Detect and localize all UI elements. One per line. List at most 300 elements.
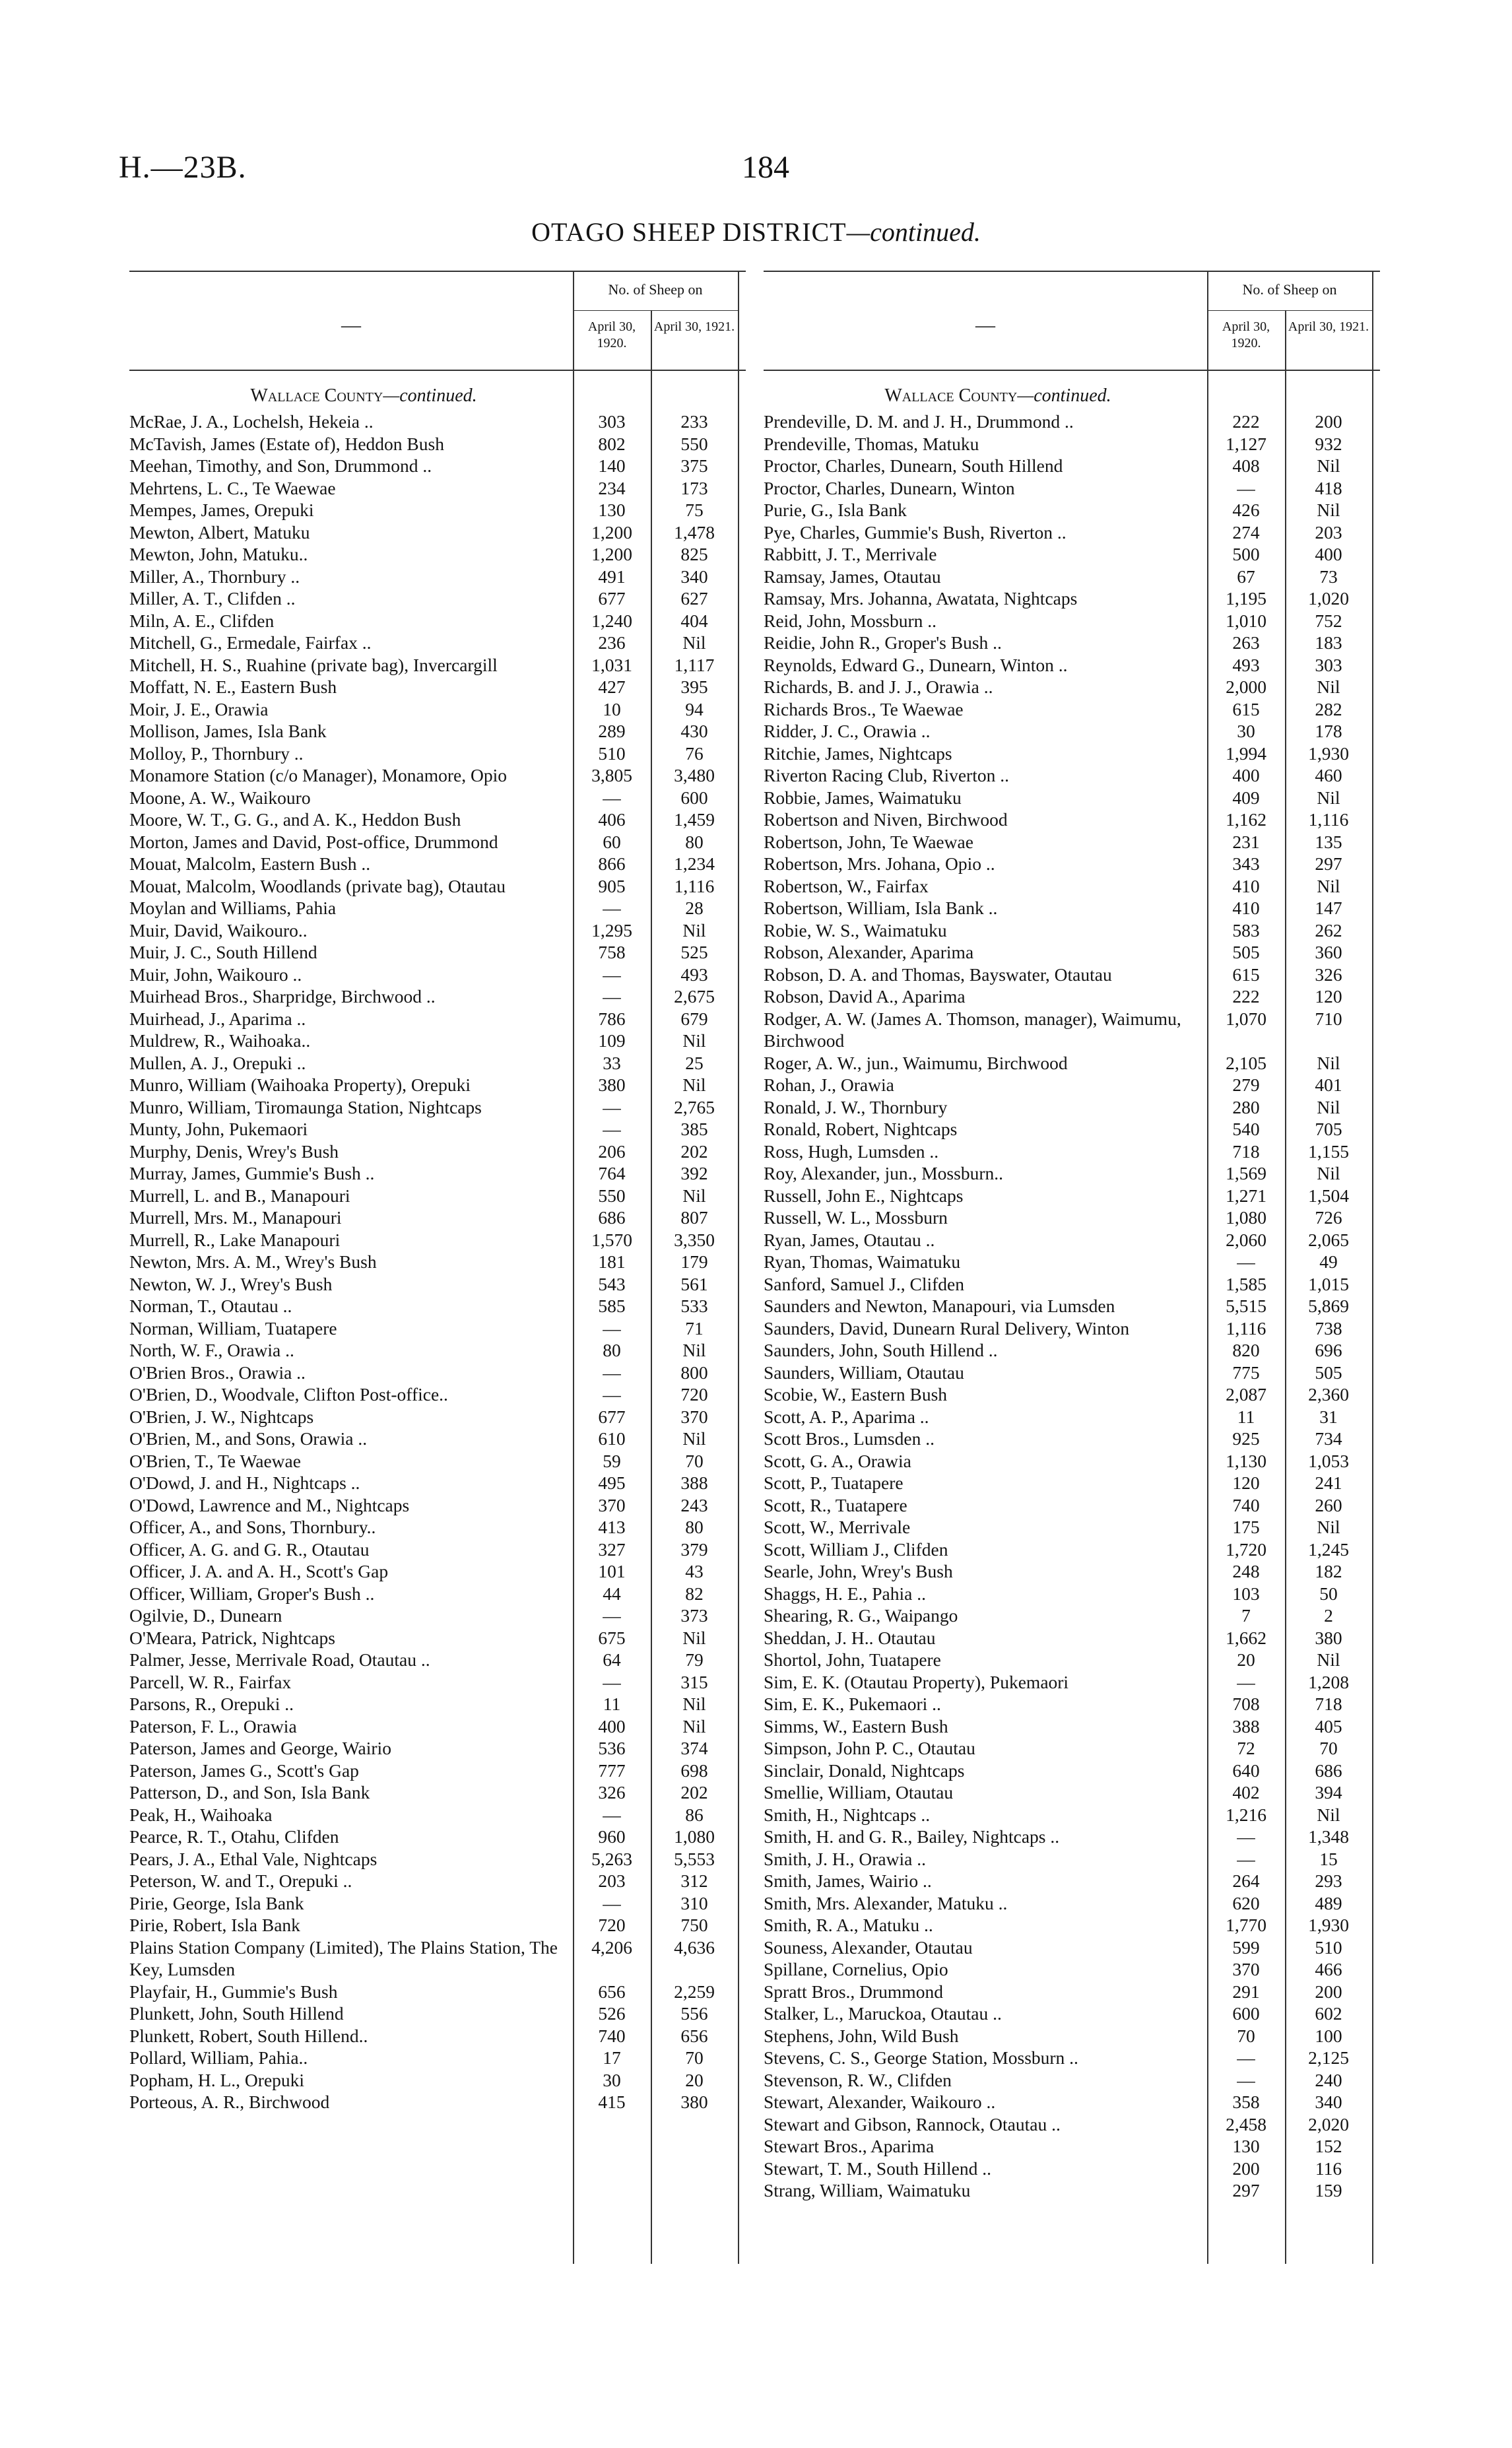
row-name [129, 676, 573, 698]
row-name [129, 632, 573, 654]
row-name [764, 2179, 1207, 2202]
row-name-text: Newton, Mrs. A. M., Wrey's Bush [129, 1251, 377, 1272]
value-1920: 686 [598, 1207, 626, 1228]
row-name [764, 1627, 1207, 1649]
row-name [764, 1671, 1207, 1694]
row-name [129, 433, 573, 455]
value-1920: 1,770 [1226, 1915, 1266, 1935]
row-name-text: Miln, A. E., Clifden [129, 610, 275, 631]
value-1920: 20 [1237, 1649, 1255, 1670]
value-1921: 404 [680, 610, 708, 631]
value-1921: 152 [1315, 2136, 1342, 2156]
value-1920: 103 [1232, 1583, 1260, 1604]
table-row [764, 455, 1380, 477]
row-name [764, 1096, 1207, 1119]
table-row [764, 2158, 1380, 2180]
row-name [129, 1362, 573, 1384]
value-1921: 70 [1319, 1738, 1338, 1758]
table-row [129, 1826, 746, 1848]
row-name [764, 1804, 1207, 1826]
row-name-text: Moone, A. W., Waikouro [129, 787, 311, 808]
value-1921: 752 [1315, 610, 1342, 631]
table-row [764, 1008, 1380, 1052]
value-1920: 1,130 [1226, 1450, 1266, 1471]
value-1921: 394 [1315, 1782, 1342, 1803]
value-1921: Nil [1317, 1096, 1340, 1117]
table-row [764, 2025, 1380, 2047]
value-1921: 82 [685, 1583, 704, 1604]
row-name [129, 543, 573, 566]
row-name-text: Rodger, A. W. (James A. Thomson, manager), Waimumu, Birchwood [764, 1008, 1181, 1051]
value-1921: 710 [1315, 1008, 1342, 1029]
value-1921: 430 [680, 721, 708, 741]
table-row [764, 1074, 1380, 1096]
value-1920: 2,105 [1226, 1052, 1266, 1073]
value-1920: 222 [1232, 986, 1260, 1007]
row-name [764, 919, 1207, 942]
row-name-text: O'Brien, T., Te Waewae [129, 1450, 301, 1471]
value-1921: 373 [680, 1605, 708, 1626]
header-mid-rule [573, 310, 738, 311]
row-name-text: McRae, J. A., Lochelsh, Hekeia .. [129, 411, 374, 432]
value-1920: 1,569 [1226, 1163, 1266, 1183]
value-1921: 86 [685, 1804, 704, 1825]
value-1920: — [603, 1605, 621, 1626]
value-1920: 2,060 [1226, 1229, 1266, 1250]
table-row [129, 632, 746, 654]
table-row [764, 543, 1380, 566]
row-name-text: O'Brien, J. W., Nightcaps [129, 1406, 314, 1427]
value-1920: 130 [598, 500, 626, 520]
table-row [764, 1428, 1380, 1450]
value-1921: 135 [1315, 831, 1342, 852]
table-row [129, 919, 746, 942]
table-row [764, 1870, 1380, 1892]
value-1920: 526 [598, 2003, 626, 2024]
value-1920: 620 [1232, 1892, 1260, 1913]
value-1921: Nil [682, 1428, 706, 1449]
table-row [764, 499, 1380, 521]
row-name [129, 2091, 573, 2113]
row-name [129, 1141, 573, 1163]
value-1920: 905 [598, 875, 626, 896]
county-heading [764, 385, 1232, 407]
row-name [764, 1362, 1207, 1384]
row-name-text: Pye, Charles, Gummie's Bush, Riverton .. [764, 521, 1067, 543]
value-1920: 263 [1232, 632, 1260, 653]
value-1921: 233 [680, 411, 708, 432]
value-1921: Nil [1317, 875, 1340, 896]
row-name [129, 1981, 573, 2003]
row-name [129, 1914, 573, 1936]
row-name [129, 1185, 573, 1207]
value-1920: 280 [1232, 1096, 1260, 1117]
value-1920: — [1237, 1848, 1255, 1869]
table-row [129, 455, 746, 477]
row-name-text: Plunkett, John, South Hillend [129, 2003, 344, 2024]
row-name-text: Meehan, Timothy, and Son, Drummond .. [129, 455, 432, 476]
value-1921: Nil [1317, 1649, 1340, 1670]
value-1921: 1,930 [1308, 743, 1349, 764]
row-name [764, 1604, 1207, 1627]
value-1920: 1,116 [1226, 1317, 1266, 1339]
value-1920: 370 [1232, 1959, 1260, 1979]
value-1920: 200 [1232, 2158, 1260, 2179]
row-name-text: Muir, J. C., South Hillend [129, 942, 317, 962]
table-row [764, 1052, 1380, 1075]
row-name-text: Murray, James, Gummie's Bush .. [129, 1163, 375, 1183]
value-1920: 5,515 [1226, 1296, 1266, 1316]
table-row [764, 1450, 1380, 1472]
row-name [764, 676, 1207, 698]
value-1921: 173 [680, 477, 708, 498]
value-1921: 70 [685, 1450, 704, 1471]
row-name-text: Murrell, L. and B., Manapouri [129, 1185, 350, 1206]
table-row [764, 1958, 1380, 1981]
row-name-text: Ross, Hugh, Lumsden .. [764, 1141, 939, 1162]
value-1921: 1,015 [1308, 1273, 1349, 1294]
row-name-text: Muirhead, J., Aparima .. [129, 1008, 306, 1029]
value-1920: 1,216 [1226, 1804, 1266, 1825]
table-row [764, 875, 1380, 898]
row-name-text: Stewart, T. M., South Hillend .. [764, 2158, 992, 2179]
value-1921: 70 [685, 2047, 704, 2068]
value-1920: 33 [603, 1052, 621, 1073]
row-name [129, 1273, 573, 1296]
row-name-text: O'Brien Bros., Orawia .. [129, 1362, 306, 1383]
value-1920: 718 [1232, 1141, 1260, 1162]
row-name-text: Smith, R. A., Matuku .. [764, 1915, 933, 1935]
row-name [129, 1892, 573, 1915]
table-row [129, 521, 746, 544]
row-name-text: Robertson, W., Fairfax [764, 875, 929, 896]
value-1920: 4,206 [591, 1936, 632, 1958]
table-row [764, 1494, 1380, 1517]
table-row [129, 1627, 746, 1649]
county-name: Wallace County [884, 385, 1018, 406]
title-main: OTAGO SHEEP DISTRICT [531, 217, 847, 247]
row-name [764, 787, 1207, 809]
row-name [129, 1583, 573, 1605]
row-name-text: Smith, Mrs. Alexander, Matuku .. [764, 1892, 1008, 1913]
table-row [764, 1826, 1380, 1848]
value-1921: Nil [1317, 1052, 1340, 1073]
value-1920: 291 [1232, 1981, 1260, 2002]
value-1921: 510 [1315, 1936, 1342, 1958]
row-name [764, 1008, 1207, 1052]
row-name [764, 1494, 1207, 1517]
value-1921: 2,259 [674, 1981, 715, 2002]
table-row [764, 2091, 1380, 2113]
row-name-text: Mehrtens, L. C., Te Waewae [129, 477, 336, 498]
value-1920: 758 [598, 942, 626, 962]
value-1920: 2,000 [1226, 677, 1266, 697]
table-row [764, 1627, 1380, 1649]
value-1920: — [603, 1804, 621, 1825]
table-row [764, 632, 1380, 654]
value-1920: 1,994 [1226, 743, 1266, 764]
table-row [129, 941, 746, 964]
table-row [129, 433, 746, 455]
row-name-text: Pirie, Robert, Isla Bank [129, 1915, 300, 1935]
row-name [129, 2002, 573, 2025]
row-name-text: Russell, John E., Nightcaps [764, 1185, 964, 1206]
value-1921: 627 [680, 588, 708, 609]
value-1920: 925 [1232, 1428, 1260, 1449]
table-row [764, 1604, 1380, 1627]
table-row [129, 1295, 746, 1317]
table-row [764, 1339, 1380, 1362]
row-name [129, 1848, 573, 1870]
row-name [764, 1560, 1207, 1583]
value-1920: 505 [1232, 942, 1260, 962]
value-1920: 610 [598, 1428, 626, 1449]
value-1921: 71 [685, 1317, 704, 1339]
value-1921: 340 [680, 566, 708, 587]
value-1920: 3,805 [591, 765, 632, 785]
value-1920: 1,031 [591, 654, 632, 675]
value-1921: Nil [1317, 500, 1340, 520]
row-name-text: Officer, William, Groper's Bush .. [129, 1583, 375, 1604]
table-row [129, 566, 746, 588]
value-1921: 293 [1315, 1870, 1342, 1891]
row-name [129, 587, 573, 610]
value-1920: 583 [1232, 919, 1260, 941]
table-row [764, 1185, 1380, 1207]
value-1920: 1,570 [591, 1229, 632, 1250]
row-name [764, 1074, 1207, 1096]
row-name [129, 2025, 573, 2047]
row-name [129, 1604, 573, 1627]
row-name [764, 1450, 1207, 1472]
table-row [764, 1693, 1380, 1715]
value-1921: 2,020 [1308, 2113, 1349, 2134]
value-1920: 677 [598, 588, 626, 609]
value-1920: 1,585 [1226, 1273, 1266, 1294]
value-1921: 20 [685, 2069, 704, 2090]
table-row [764, 1317, 1380, 1340]
value-1921: 2 [1324, 1605, 1333, 1626]
value-1920: 600 [1232, 2003, 1260, 2024]
table-row [129, 1693, 746, 1715]
value-1920: 297 [1232, 2180, 1260, 2200]
row-name-text: Ryan, Thomas, Waimatuku [764, 1251, 961, 1272]
value-1920: 802 [598, 433, 626, 454]
row-name-text: Murrell, Mrs. M., Manapouri [129, 1207, 342, 1228]
value-1921: 202 [680, 1141, 708, 1162]
row-name [129, 1538, 573, 1561]
table-row [129, 1273, 746, 1296]
row-name [764, 2091, 1207, 2113]
row-name-text: Searle, John, Wrey's Bush [764, 1561, 953, 1581]
row-name [764, 1516, 1207, 1538]
row-name-text: Saunders, John, South Hillend .. [764, 1340, 998, 1360]
row-name [129, 1383, 573, 1406]
value-1921: Nil [682, 1627, 706, 1648]
value-1920: 2,087 [1226, 1384, 1266, 1405]
row-name [764, 1848, 1207, 1870]
row-name [764, 654, 1207, 677]
value-1921: 405 [1315, 1715, 1342, 1737]
row-name [764, 743, 1207, 765]
row-name [129, 1760, 573, 1782]
table-row [129, 1583, 746, 1605]
row-name-text: Murrell, R., Lake Manapouri [129, 1229, 341, 1250]
value-1920: 536 [598, 1738, 626, 1758]
row-name-text: Ogilvie, D., Dunearn [129, 1605, 282, 1626]
row-name-text: Norman, William, Tuatapere [129, 1317, 337, 1339]
table-row [764, 1781, 1380, 1804]
row-name [764, 720, 1207, 743]
value-1920: 400 [1232, 765, 1260, 785]
row-name-text: Robbie, James, Waimatuku [764, 787, 962, 808]
value-1920: 820 [1232, 1340, 1260, 1360]
value-1920: 1,080 [1226, 1207, 1266, 1228]
row-name-text: Scott, G. A., Orawia [764, 1450, 911, 1471]
value-1921: 303 [1315, 654, 1342, 675]
value-1920: 777 [598, 1760, 626, 1781]
row-name [129, 787, 573, 809]
value-1920: 543 [598, 1273, 626, 1294]
table-row [764, 2179, 1380, 2202]
row-name [129, 1804, 573, 1826]
value-1920: 740 [1232, 1494, 1260, 1515]
left-column-table [129, 271, 746, 2264]
row-name [129, 455, 573, 477]
row-name-text: Stevens, C. S., George Station, Mossburn .. [764, 2047, 1078, 2068]
value-1920: 264 [1232, 1870, 1260, 1891]
table-row [129, 875, 746, 898]
county-name: Wallace County [250, 385, 383, 406]
row-name-text: Palmer, Jesse, Merrivale Road, Otautau .. [129, 1649, 430, 1670]
table-row [764, 985, 1380, 1008]
table-row [764, 1141, 1380, 1163]
row-name [764, 1538, 1207, 1561]
row-name-text: Muir, John, Waikouro .. [129, 964, 302, 985]
row-name [764, 2002, 1207, 2025]
value-1921: 932 [1315, 433, 1342, 454]
table-row [764, 919, 1380, 942]
value-1920: 289 [598, 721, 626, 741]
table-row [764, 1760, 1380, 1782]
row-name-text: Ramsay, Mrs. Johanna, Awatata, Nightcaps [764, 588, 1078, 609]
value-1920: 500 [1232, 544, 1260, 564]
value-1920: 656 [598, 1981, 626, 2002]
value-1921: 1,117 [674, 654, 715, 675]
name-column-header: — [341, 314, 361, 336]
row-name-text: Officer, J. A. and A. H., Scott's Gap [129, 1561, 389, 1581]
row-name-text: Peterson, W. and T., Orepuki .. [129, 1870, 352, 1891]
row-name [129, 411, 573, 433]
row-name-text: Russell, W. L., Mossburn [764, 1207, 948, 1228]
row-name [764, 1737, 1207, 1760]
row-name [764, 477, 1207, 500]
row-name [129, 1737, 573, 1760]
value-1921: 1,348 [1308, 1826, 1349, 1847]
value-1921: 203 [1315, 521, 1342, 543]
value-1920: 44 [603, 1583, 621, 1604]
row-name-text: Mitchell, G., Ermedale, Fairfax .. [129, 632, 372, 653]
value-1921: 2,360 [1308, 1384, 1349, 1405]
value-1921: 179 [680, 1251, 708, 1272]
table-row [129, 1804, 746, 1826]
row-name [129, 2047, 573, 2069]
table-row [129, 853, 746, 875]
row-name-text: Munro, William, Tiromaunga Station, Nightcaps [129, 1096, 482, 1117]
table-row [129, 411, 746, 433]
value-1920: 786 [598, 1008, 626, 1029]
table-row [764, 2113, 1380, 2136]
row-name [129, 566, 573, 588]
table-row [129, 1848, 746, 1870]
row-name [764, 433, 1207, 455]
value-1920: 413 [598, 1517, 626, 1537]
row-name [129, 1560, 573, 1583]
value-1921: Nil [1317, 677, 1340, 697]
value-1921: 4,636 [674, 1936, 715, 1958]
row-name [764, 499, 1207, 521]
table-row [129, 1008, 746, 1030]
table-row [129, 1450, 746, 1472]
value-1921: 94 [685, 698, 704, 719]
value-1921: 28 [685, 898, 704, 918]
value-1920: 175 [1232, 1517, 1260, 1537]
value-1921: 698 [680, 1760, 708, 1781]
row-name-text: Patterson, D., and Son, Isla Bank [129, 1782, 370, 1803]
row-name [764, 1870, 1207, 1892]
table-row [764, 1162, 1380, 1185]
table-row [129, 1781, 746, 1804]
county-suffix: —continued. [1017, 385, 1111, 406]
value-1920: 380 [598, 1075, 626, 1095]
row-name [764, 1162, 1207, 1185]
row-name-text: Mollison, James, Isla Bank [129, 721, 327, 741]
row-name [129, 1450, 573, 1472]
value-1921: 718 [1315, 1694, 1342, 1714]
table-row [129, 1207, 746, 1229]
row-name-text: O'Meara, Patrick, Nightcaps [129, 1627, 335, 1648]
table-row [129, 1737, 746, 1760]
value-1920: 370 [598, 1494, 626, 1515]
row-name-text: Smith, J. H., Orawia .. [764, 1848, 926, 1869]
row-name [764, 1472, 1207, 1494]
value-1920: 540 [1232, 1119, 1260, 1139]
value-1921: 656 [680, 2025, 708, 2046]
value-1920: 279 [1232, 1075, 1260, 1095]
row-name-text: Proctor, Charles, Dunearn, South Hillend [764, 455, 1063, 476]
value-1921: 1,116 [674, 875, 715, 896]
value-1921: 370 [680, 1406, 708, 1427]
row-name [129, 1472, 573, 1494]
value-1920: 11 [603, 1694, 621, 1714]
row-name-text: Prendeville, D. M. and J. H., Drummond .. [764, 411, 1074, 432]
value-1920: 1,127 [1226, 433, 1266, 454]
row-name-text: Mempes, James, Orepuki [129, 500, 314, 520]
value-1920: — [603, 1892, 621, 1913]
value-1921: 43 [685, 1561, 704, 1581]
row-name [764, 1781, 1207, 1804]
table-row [764, 566, 1380, 588]
table-row [764, 1472, 1380, 1494]
value-1921: 1,478 [674, 521, 715, 543]
table-row [764, 2047, 1380, 2069]
value-1920: 388 [1232, 1715, 1260, 1737]
row-name [764, 1583, 1207, 1605]
table-header-rule [129, 370, 746, 371]
table-row [764, 764, 1380, 787]
value-1921: 380 [680, 2092, 708, 2112]
row-name [764, 2135, 1207, 2158]
